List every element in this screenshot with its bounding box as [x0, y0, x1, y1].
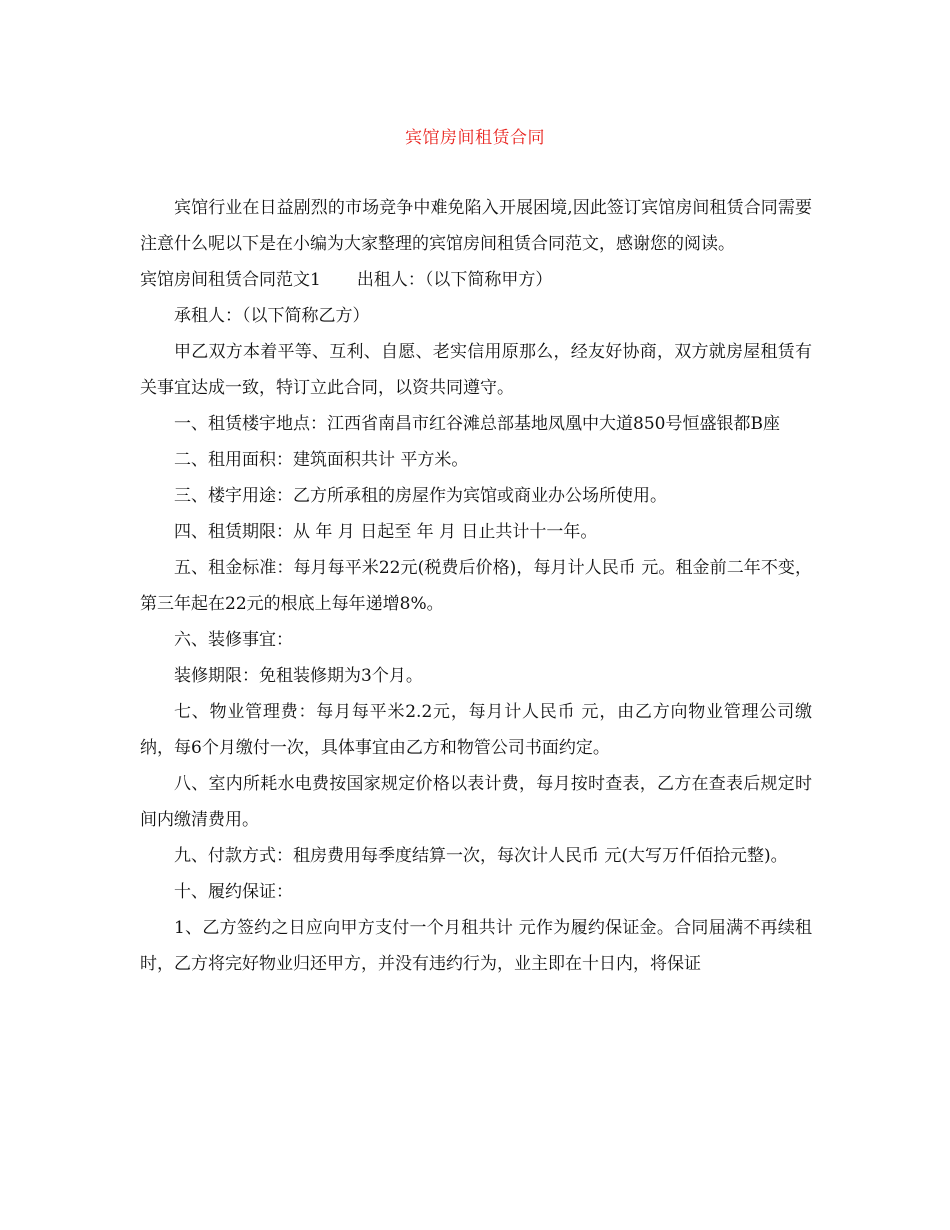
document-body: [140, 190, 812, 982]
lessee-line: 承租人：（以下简称乙方）: [174, 306, 370, 326]
sample-heading: 宾馆房间租赁合同范文1: [140, 270, 321, 290]
document-title: 宾馆房间租赁合同: [405, 128, 545, 148]
preamble-paragraph: 甲乙双方本着平等、互利、自愿、老实信用原那么，经友好协商，双方就房屋租赁有关事宜达成一致，特订立此合同，以资共同遵守。: [140, 342, 812, 398]
clause-3: 三、楼宇用途：乙方所承租的房屋作为宾馆或商业办公场所使用。: [174, 486, 667, 506]
sample-heading-line: [140, 262, 812, 298]
clause-2: 二、租用面积：建筑面积共计 平方米。: [174, 450, 469, 470]
clause-10-1: 1、乙方签约之日应向甲方支付一个月租共计 元作为履约保证金。合同届满不再续租时，乙方将完好物业归还甲方，并没有违约行为，业主即在十日内，将保证: [140, 918, 812, 974]
clause-10: 十、履约保证：: [174, 882, 293, 902]
clause-5: 五、租金标准：每月每平米22元(税费后价格)，每月计人民币 元。租金前二年不变，第三年起在22元的根底上每年递增8%。: [140, 558, 812, 614]
clause-8: 八、室内所耗水电费按国家规定价格以表计费，每月按时查表，乙方在查表后规定时间内缴清费用。: [140, 774, 812, 830]
intro-paragraph: 宾馆行业在日益剧烈的市场竞争中难免陷入开展困境,因此签订宾馆房间租赁合同需要注意什么呢以下是在小编为大家整理的宾馆房间租赁合同范文，感谢您的阅读。: [140, 198, 812, 254]
clause-6: 六、装修事宜：: [174, 630, 293, 650]
clause-1: 一、租赁楼宇地点：江西省南昌市红谷滩总部基地凤凰中大道850号恒盛银都B座: [174, 414, 780, 434]
clause-7: 七、物业管理费：每月每平米2.2元，每月计人民币 元，由乙方向物业管理公司缴纳，每6个月缴付一次，具体事宜由乙方和物管公司书面约定。: [140, 702, 812, 758]
clause-9: 九、付款方式：租房费用每季度结算一次，每次计人民币 元(大写万仟佰拾元整)。: [174, 846, 788, 866]
clause-6-detail: 装修期限：免租装修期为3个月。: [174, 666, 423, 686]
clause-4: 四、租赁期限：从 年 月 日起至 年 月 日止共计十一年。: [174, 522, 598, 542]
lessor-line: 出租人：（以下简称甲方）: [356, 270, 553, 290]
